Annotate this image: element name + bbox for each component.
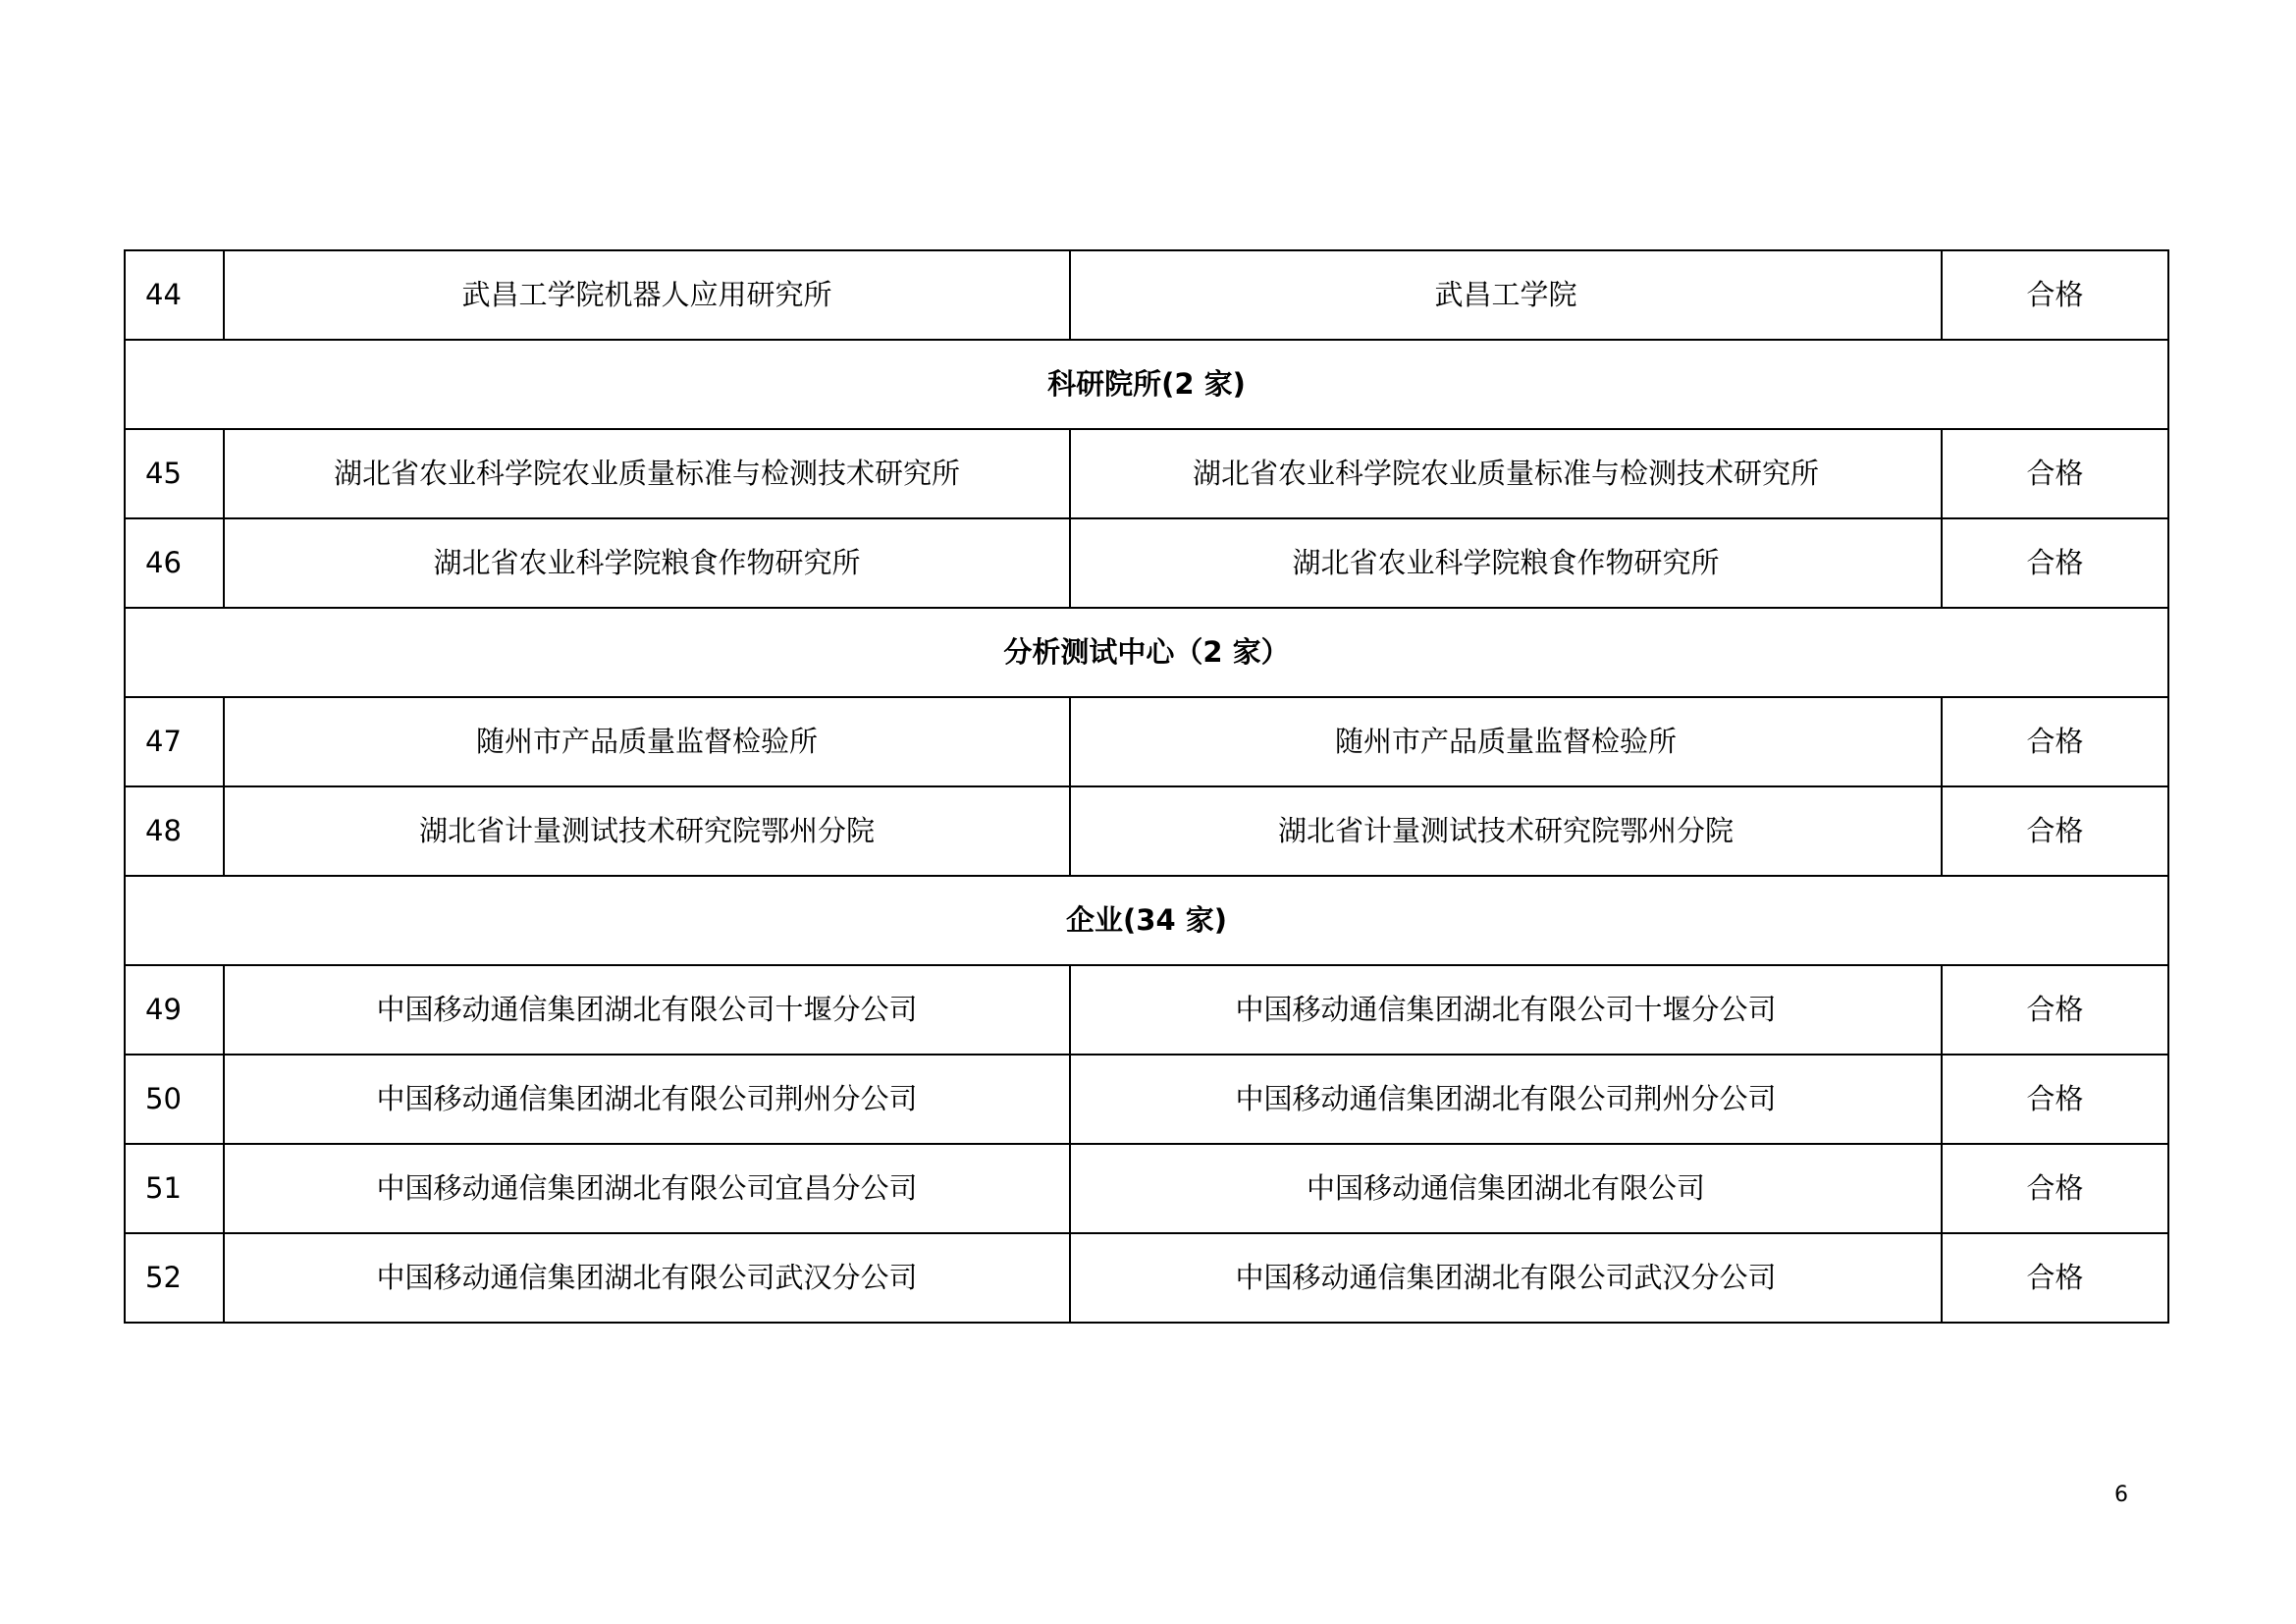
table-row [125,965,2168,1055]
organization-name: 随州市产品质量监督检验所 [224,697,1070,786]
evaluation-result: 合格 [1942,250,2168,340]
section-row [125,608,2168,697]
row-index: 45 [125,429,224,518]
table-row [125,250,2168,340]
evaluation-result: 合格 [1942,697,2168,786]
parent-organization: 中国移动通信集团湖北有限公司十堰分公司 [1070,965,1942,1055]
table-row [125,429,2168,518]
organization-name: 中国移动通信集团湖北有限公司武汉分公司 [224,1233,1070,1323]
table-row [125,518,2168,608]
organization-name: 湖北省农业科学院农业质量标准与检测技术研究所 [224,429,1070,518]
table-row [125,786,2168,876]
section-header: 分析测试中心（2 家） [125,608,2168,697]
section-header: 科研院所(2 家) [125,340,2168,429]
parent-organization: 湖北省农业科学院粮食作物研究所 [1070,518,1942,608]
parent-organization: 中国移动通信集团湖北有限公司 [1070,1144,1942,1233]
row-index: 44 [125,250,224,340]
evaluation-result: 合格 [1942,786,2168,876]
table-row [125,1055,2168,1144]
evaluation-result: 合格 [1942,965,2168,1055]
section-row [125,876,2168,965]
organization-name: 中国移动通信集团湖北有限公司宜昌分公司 [224,1144,1070,1233]
organization-name: 中国移动通信集团湖北有限公司十堰分公司 [224,965,1070,1055]
row-index: 46 [125,518,224,608]
organization-name: 中国移动通信集团湖北有限公司荆州分公司 [224,1055,1070,1144]
parent-organization: 湖北省农业科学院农业质量标准与检测技术研究所 [1070,429,1942,518]
section-row [125,340,2168,429]
row-index: 48 [125,786,224,876]
parent-organization: 随州市产品质量监督检验所 [1070,697,1942,786]
parent-organization: 中国移动通信集团湖北有限公司荆州分公司 [1070,1055,1942,1144]
parent-organization: 湖北省计量测试技术研究院鄂州分院 [1070,786,1942,876]
table-row [125,1233,2168,1323]
row-index: 47 [125,697,224,786]
evaluation-result: 合格 [1942,429,2168,518]
parent-organization: 武昌工学院 [1070,250,1942,340]
evaluation-result: 合格 [1942,1055,2168,1144]
row-index: 49 [125,965,224,1055]
row-index: 52 [125,1233,224,1323]
evaluation-result: 合格 [1942,518,2168,608]
table-row [125,697,2168,786]
evaluation-result: 合格 [1942,1233,2168,1323]
organization-name: 湖北省计量测试技术研究院鄂州分院 [224,786,1070,876]
parent-organization: 中国移动通信集团湖北有限公司武汉分公司 [1070,1233,1942,1323]
organization-name: 湖北省农业科学院粮食作物研究所 [224,518,1070,608]
evaluation-result: 合格 [1942,1144,2168,1233]
results-table [124,249,2169,1324]
section-header: 企业(34 家) [125,876,2168,965]
page-number: 6 [2114,1483,2128,1507]
row-index: 51 [125,1144,224,1233]
row-index: 50 [125,1055,224,1144]
organization-name: 武昌工学院机器人应用研究所 [224,250,1070,340]
table-row [125,1144,2168,1233]
